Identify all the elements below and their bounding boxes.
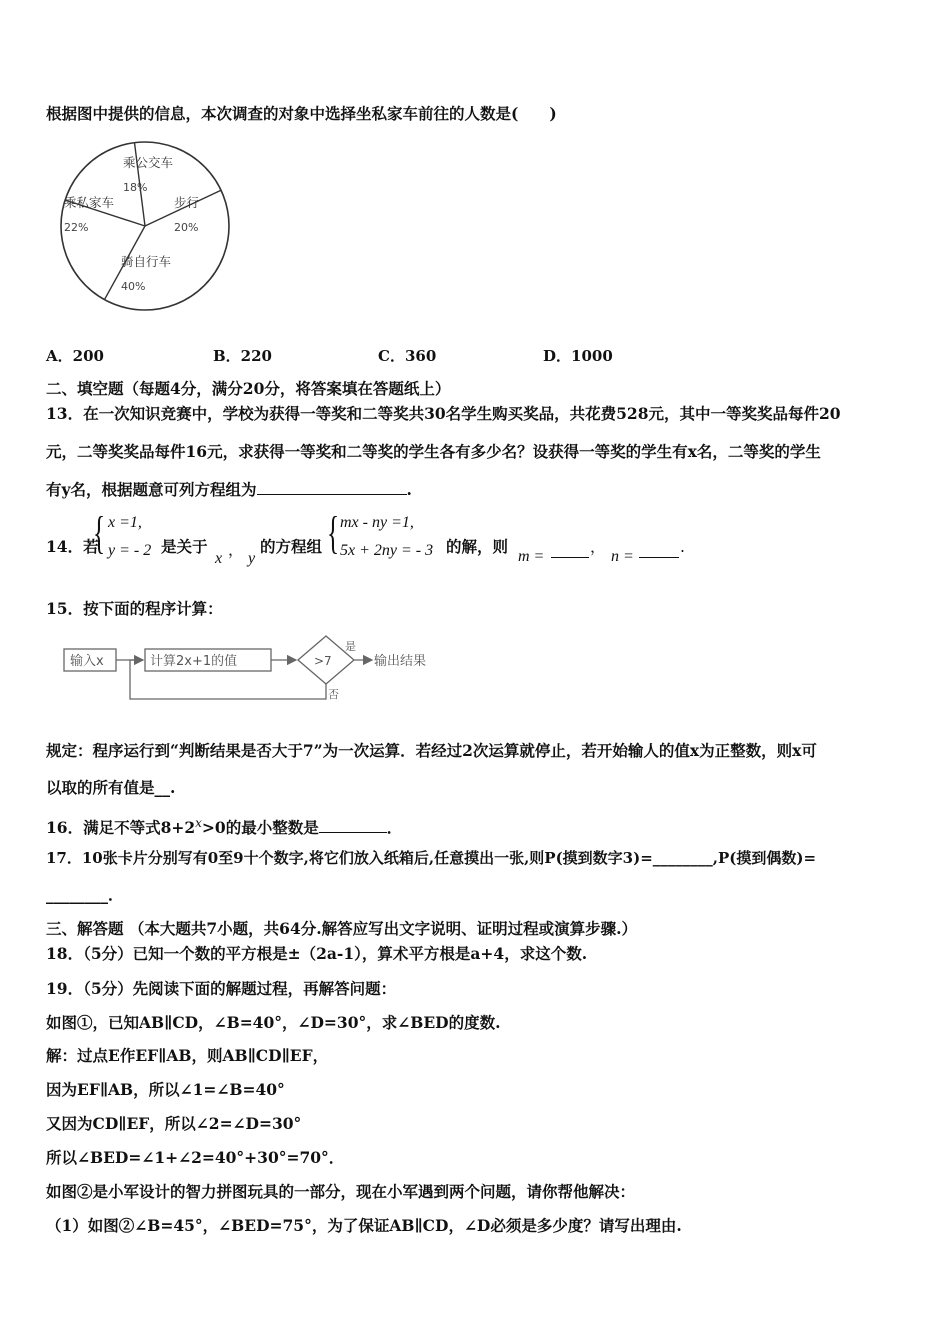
q14-comma: ， (228, 541, 244, 559)
section2-heading: 二、填空题（每题4分，满分20分，将答案填在答题纸上） (46, 379, 451, 398)
q19-line4: 因为EF∥AB，所以∠1=∠B=40° (46, 1080, 285, 1099)
q19-line5: 又因为CD∥EF，所以∠2=∠D=30° (46, 1114, 302, 1133)
q14-sys2-b: 5x + 2ny = - 3 (340, 542, 434, 559)
flow-input-label: 输入x (70, 654, 104, 669)
q16: 16．满足不等式$8+2^x>0$的最小整数是 ． (46, 816, 403, 838)
pie-label-walk: 步行 (174, 195, 200, 210)
q14-sys1-a: x =1, (108, 514, 142, 531)
q14-mid2: 的方程组 (260, 537, 323, 556)
flow-decision-label: >7 (314, 654, 332, 668)
q14-sep: ， (590, 538, 606, 556)
q14-prefix: 14．若 (46, 537, 99, 556)
q14-var-y: y (248, 550, 256, 567)
q17-line1: 17．10张卡片分别写有0至9十个数字,将它们放入纸箱后,任意摸出一张,则P(摸到数字3)=________,P(摸到偶数)= (46, 849, 817, 867)
flow-output-label: 输出结果 (374, 654, 427, 669)
q14-end: . (680, 538, 685, 556)
q15-title: 15．按下面的程序计算： (46, 599, 223, 618)
q14-sys2-a: mx - ny =1, (340, 514, 414, 531)
pie-pct-bus: 18% (123, 181, 148, 194)
pie-pct-bike: 40% (121, 280, 146, 293)
option-c: C．360 (378, 347, 437, 365)
q14-n-label: n = (611, 548, 634, 565)
pie-label-car: 乘私家车 (64, 195, 115, 210)
flow-no-label: 否 (328, 688, 339, 701)
pie-pct-car: 22% (64, 221, 89, 234)
q14-brace2: { (326, 507, 340, 558)
q14-suffix: 的解，则 (446, 537, 509, 556)
q19-line7: 如图②是小军设计的智力拼图玩具的一部分，现在小军遇到两个问题，请你帮他解决： (46, 1182, 636, 1201)
option-b: B．220 (213, 347, 272, 365)
pie-pct-walk: 20% (174, 221, 199, 234)
q14-m-blank[interactable] (551, 543, 589, 558)
q19-line2: 如图①，已知AB∥CD，∠B=40°，∠D=30°，求∠BED的度数. (46, 1013, 501, 1032)
q14-var-x: x (215, 550, 223, 567)
q13-line1: 13．在一次知识竞赛中，学校为获得一等奖和二等奖共30名学生购买奖品，共花费528元，其中一等奖奖品每件20 (46, 404, 841, 423)
pie-chart (50, 136, 240, 316)
q19-line8: （1）如图②∠B=45°，∠BED=75°，为了保证AB∥CD，∠D必须是多少度？请写出理由. (46, 1216, 682, 1235)
q13-line2: 元，二等奖奖品每件16元，求获得一等奖和二等奖的学生各有多少名？设获得一等奖的学生有x名，二等奖的学生 (46, 442, 821, 461)
q15-rule-line1: 规定：程序运行到“判断结果是否大于7”为一次运算．若经过2次运算就停止，若开始输人的值x为正整数，则x可 (46, 741, 817, 760)
section3-heading: 三、解答题 （本大题共7小题，共64分.解答应写出文字说明、证明过程或演算步骤.） (46, 919, 638, 938)
q17-line2: ________． (46, 885, 124, 904)
q19-line3: 解：过点E作EF∥AB，则AB∥CD∥EF， (46, 1046, 329, 1065)
q13-line3: 有y名，根据题意可列方程组为 . (46, 480, 412, 499)
q14-brace1: { (92, 507, 106, 558)
option-d: D．1000 (543, 347, 613, 365)
q14-m-label: m = (518, 548, 545, 565)
pie-label-bike: 骑自行车 (121, 254, 172, 269)
q14-n-blank[interactable] (639, 543, 679, 558)
q19-line6: 所以∠BED=∠1+∠2=40°+30°=70°． (46, 1148, 345, 1167)
flow-compute-label: 计算2x+1的值 (150, 654, 238, 669)
q14-sys1-b: y = - 2 (108, 542, 152, 559)
q14-mid1: 是关于 (161, 537, 208, 556)
q16-answer-blank[interactable] (319, 818, 387, 833)
flow-yes-label: 是 (345, 640, 356, 653)
q15-rule-line2: 以取的所有值是__. (46, 778, 176, 797)
q15-flowchart (60, 632, 460, 704)
q18: 18．（5分）已知一个数的平方根是±（2a-1），算术平方根是a+4，求这个数. (46, 944, 588, 963)
q13-line3-text: 有y名，根据题意可列方程组为 (46, 480, 257, 499)
q16-exponent: x (195, 816, 202, 830)
q12-stem: 根据图中提供的信息，本次调查的对象中选择坐私家车前往的人数是( ) (46, 104, 557, 123)
q19-line1: 19．（5分）先阅读下面的解题过程，再解答问题： (46, 979, 397, 998)
pie-label-bus: 乘公交车 (123, 155, 174, 170)
option-a: A．200 (46, 347, 104, 365)
q13-answer-blank[interactable] (257, 480, 407, 495)
